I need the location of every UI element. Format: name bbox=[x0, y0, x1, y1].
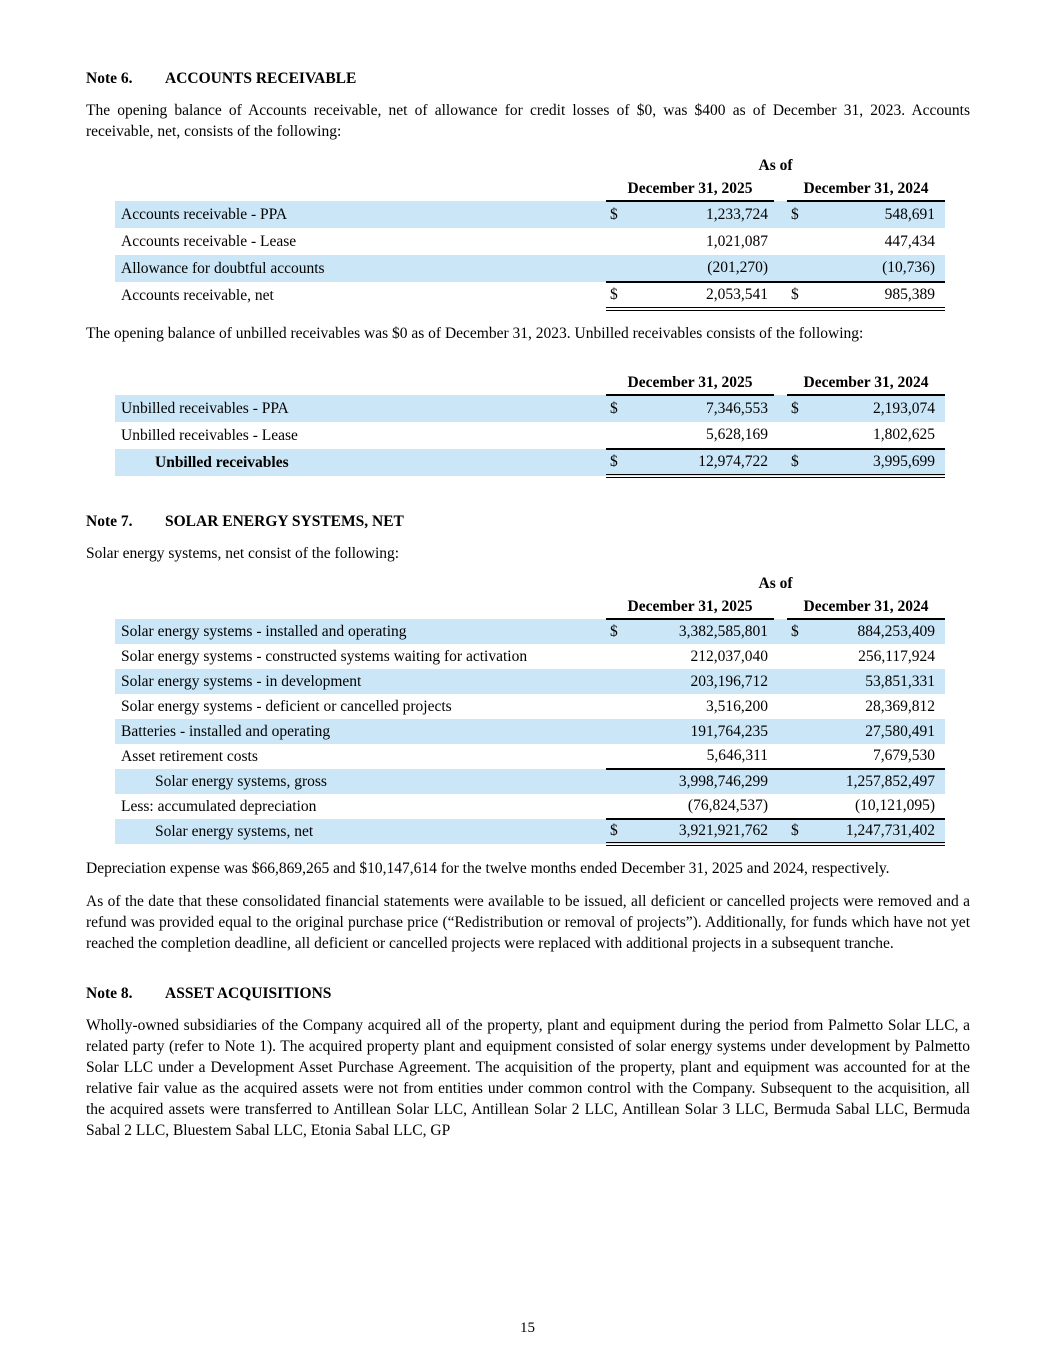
table-total-row bbox=[115, 449, 945, 476]
note7-title: SOLAR ENERGY SYSTEMS, NET bbox=[165, 513, 404, 530]
column-header-row bbox=[115, 177, 945, 201]
unbilled-receivables-table bbox=[115, 371, 945, 478]
solar-energy-systems-table bbox=[115, 573, 945, 846]
table-row bbox=[115, 694, 945, 719]
value-2025: 2,053,541 bbox=[626, 282, 774, 309]
note6-label: Note 6. bbox=[86, 70, 133, 87]
value-2025: 212,037,040 bbox=[690, 647, 768, 665]
table-row bbox=[115, 422, 945, 449]
value-2024: 1,257,852,497 bbox=[807, 769, 945, 794]
as-of-row bbox=[115, 155, 945, 177]
table-row bbox=[115, 719, 945, 744]
row-label: Accounts receivable - Lease bbox=[121, 232, 297, 250]
value-2025: (201,270) bbox=[626, 255, 774, 282]
table-row bbox=[115, 255, 945, 282]
as-of-header: As of bbox=[758, 157, 793, 174]
table-row bbox=[115, 794, 945, 819]
row-label: Accounts receivable, net bbox=[121, 286, 274, 304]
table-total-row bbox=[115, 282, 945, 309]
note8-heading bbox=[86, 985, 970, 1003]
value-2024: 27,580,491 bbox=[807, 719, 945, 744]
dollar-sign: $ bbox=[787, 619, 807, 644]
column-header-row bbox=[115, 595, 945, 619]
value-2025: 3,921,921,762 bbox=[626, 819, 774, 844]
row-label: Allowance for doubtful accounts bbox=[115, 255, 606, 282]
row-label: Batteries - installed and operating bbox=[115, 719, 606, 744]
column-header-row bbox=[115, 371, 945, 395]
note7-paragraph-3: As of the date that these consolidated financial statements were available to be issued, all deficient or cancelled projects were removed and a refund was provided equal to the original purchase price (“Redistribution or removal of projects”). Additionally, for funds which have not yet reached the completion deadline, all deficient or cancelled projects were replaced with additional projects in a subsequent tranche. bbox=[86, 893, 970, 952]
table-row bbox=[115, 228, 945, 255]
dollar-sign: $ bbox=[787, 395, 807, 422]
value-2025: (76,824,537) bbox=[626, 794, 774, 819]
as-of-header: As of bbox=[758, 575, 793, 592]
col-header-2025: December 31, 2025 bbox=[606, 595, 774, 619]
note6-heading bbox=[86, 70, 970, 88]
col-header-2024: December 31, 2024 bbox=[787, 371, 945, 395]
row-label: Solar energy systems, net bbox=[115, 819, 606, 844]
table-row bbox=[115, 619, 945, 644]
value-2024: 884,253,409 bbox=[807, 619, 945, 644]
note8-title: ASSET ACQUISITIONS bbox=[165, 985, 332, 1002]
as-of-row bbox=[115, 573, 945, 595]
value-2025: 7,346,553 bbox=[626, 395, 774, 422]
value-2025: 12,974,722 bbox=[626, 449, 774, 476]
table-row bbox=[115, 669, 945, 694]
value-2024: 256,117,924 bbox=[858, 647, 936, 665]
value-2024: 28,369,812 bbox=[865, 697, 936, 715]
note7-label: Note 7. bbox=[86, 513, 133, 530]
row-label: Less: accumulated depreciation bbox=[121, 797, 317, 815]
dollar-sign: $ bbox=[787, 449, 807, 476]
row-label: Unbilled receivables - Lease bbox=[121, 426, 298, 444]
dollar-sign: $ bbox=[606, 449, 626, 476]
dollar-sign: $ bbox=[606, 395, 626, 422]
row-label: Accounts receivable - PPA bbox=[115, 201, 606, 228]
value-2025: 1,021,087 bbox=[706, 232, 768, 250]
table-row bbox=[115, 395, 945, 422]
row-label: Unbilled receivables - PPA bbox=[115, 395, 606, 422]
table-row bbox=[115, 201, 945, 228]
value-2025: 203,196,712 bbox=[626, 669, 774, 694]
value-2024: 2,193,074 bbox=[807, 395, 945, 422]
note7-paragraph-2: Depreciation expense was $66,869,265 and $10,147,614 for the twelve months ended December 31, 2025 and 2024, respectively. bbox=[86, 860, 890, 877]
dollar-sign: $ bbox=[787, 201, 807, 228]
row-label: Asset retirement costs bbox=[121, 747, 258, 765]
value-2024: 3,995,699 bbox=[807, 449, 945, 476]
page-number: 15 bbox=[520, 1320, 535, 1336]
value-2025: 1,233,724 bbox=[626, 201, 774, 228]
table-total-row bbox=[115, 819, 945, 844]
row-label: Solar energy systems - installed and operating bbox=[115, 619, 606, 644]
dollar-sign: $ bbox=[606, 619, 626, 644]
row-label: Solar energy systems - in development bbox=[115, 669, 606, 694]
value-2024: 447,434 bbox=[884, 232, 936, 250]
note7-heading bbox=[86, 513, 970, 531]
col-header-2024: December 31, 2024 bbox=[787, 595, 945, 619]
value-2025: 3,382,585,801 bbox=[626, 619, 774, 644]
table-row bbox=[115, 644, 945, 669]
note6-paragraph-2: The opening balance of unbilled receivables was $0 as of December 31, 2023. Unbilled receivables consists of the following: bbox=[86, 325, 864, 342]
accounts-receivable-table bbox=[115, 155, 945, 311]
value-2024: 7,679,530 bbox=[807, 744, 945, 769]
value-2024: 985,389 bbox=[807, 282, 945, 309]
note7-paragraph-1: Solar energy systems, net consist of the following: bbox=[86, 545, 400, 562]
note6-title: ACCOUNTS RECEIVABLE bbox=[165, 70, 357, 87]
value-2025: 191,764,235 bbox=[626, 719, 774, 744]
col-header-2025: December 31, 2025 bbox=[606, 371, 774, 395]
dollar-sign: $ bbox=[606, 201, 626, 228]
table-subtotal-row bbox=[115, 769, 945, 794]
row-label: Unbilled receivables bbox=[115, 449, 606, 476]
value-2025: 3,516,200 bbox=[706, 697, 768, 715]
row-label: Solar energy systems, gross bbox=[115, 769, 606, 794]
value-2025: 5,646,311 bbox=[626, 744, 774, 769]
note8-paragraph-1: Wholly-owned subsidiaries of the Company acquired all of the property, plant and equipment during the period from Palmetto Solar LLC, a related party (refer to Note 1). The acquired property plant and equipment consisted of solar energy systems under development by Palmetto Solar LLC under a Development Asset Purchase Agreement. The acquisition of the property, plant and equipment was accounted for at the relative fair value as the acquired assets were not from entities under common control with the Company. Subsequent to the acquisition, all the acquired assets were transferred to Antillean Solar LLC, Antillean Solar 2 LLC, Antillean Solar 3 LLC, Bermuda Sabal LLC, Bermuda Sabal 2 LLC, Bluestem Sabal LLC, Etonia Sabal LLC, GP bbox=[86, 1017, 970, 1139]
dollar-sign: $ bbox=[606, 282, 626, 309]
value-2024: (10,121,095) bbox=[807, 794, 945, 819]
row-label: Solar energy systems - constructed systems waiting for activation bbox=[121, 647, 528, 665]
col-header-2024: December 31, 2024 bbox=[787, 177, 945, 201]
value-2025: 3,998,746,299 bbox=[626, 769, 774, 794]
row-label: Solar energy systems - deficient or cancelled projects bbox=[121, 697, 452, 715]
dollar-sign: $ bbox=[787, 282, 807, 309]
dollar-sign: $ bbox=[787, 819, 807, 844]
dollar-sign: $ bbox=[606, 819, 626, 844]
table-row bbox=[115, 744, 945, 769]
note8-label: Note 8. bbox=[86, 985, 133, 1002]
value-2024: 548,691 bbox=[807, 201, 945, 228]
value-2025: 5,628,169 bbox=[626, 422, 774, 449]
note6-paragraph-1: The opening balance of Accounts receivable, net of allowance for credit losses of $0, was $400 as of December 31, 2023. Accounts receivable, net, consists of the following: bbox=[86, 102, 970, 140]
value-2024: (10,736) bbox=[807, 255, 945, 282]
value-2024: 1,247,731,402 bbox=[807, 819, 945, 844]
value-2024: 1,802,625 bbox=[807, 422, 945, 449]
col-header-2025: December 31, 2025 bbox=[606, 177, 774, 201]
value-2024: 53,851,331 bbox=[807, 669, 945, 694]
